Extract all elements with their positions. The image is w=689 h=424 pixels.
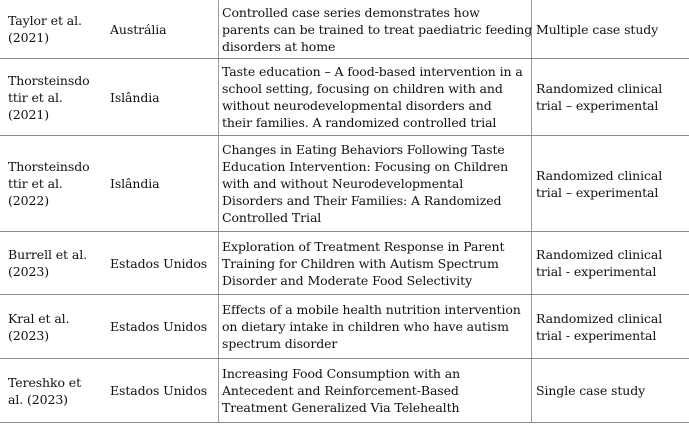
table-row xyxy=(0,294,689,358)
column-divider xyxy=(218,232,219,294)
author-cell: Burrell et al. (2023) xyxy=(8,247,87,279)
title-cell: Increasing Food Consumption with an Antecedent and Reinforcement-Based Treatment Generalized Via Telehealth xyxy=(222,366,461,415)
table-row xyxy=(0,0,689,58)
table-row xyxy=(0,58,689,135)
country-cell: Estados Unidos xyxy=(110,383,208,398)
title-cell: Exploration of Treatment Response in Parent Training for Children with Autism Spectrum Disorder and Moderate Food Selectivity xyxy=(222,238,505,288)
author-cell: Thorsteinsdo ttir et al. (2021) xyxy=(8,72,90,122)
design-cell: Randomized clinical trial - experimental xyxy=(536,247,663,279)
design-cell: Randomized clinical trial - experimental xyxy=(536,310,663,343)
title-cell: Taste education – A food-based intervention in a school setting, focusing on children with and without neurodevelopmental disorders and their families. A randomized controlled trial xyxy=(222,64,523,130)
author-cell: Tereshko et al. (2023) xyxy=(8,374,81,407)
design-cell: Randomized clinical trial – experimental xyxy=(536,81,663,113)
author-cell: Thorsteinsdo ttir et al. (2022) xyxy=(8,159,90,208)
column-divider xyxy=(218,59,219,135)
country-cell: Islândia xyxy=(110,176,160,191)
design-cell: Single case study xyxy=(536,383,646,398)
column-divider xyxy=(218,359,219,422)
country-cell: Islândia xyxy=(110,89,160,105)
design-cell: Multiple case study xyxy=(536,21,659,37)
table-row xyxy=(0,135,689,231)
table-row xyxy=(0,358,689,423)
country-cell: Estados Unidos xyxy=(110,255,208,271)
author-cell: Taylor et al. (2021) xyxy=(8,13,82,45)
column-divider xyxy=(218,136,219,231)
country-cell: Austrália xyxy=(110,21,167,37)
country-cell: Estados Unidos xyxy=(110,319,208,334)
column-divider xyxy=(218,295,219,358)
table-row xyxy=(0,231,689,294)
title-cell: Controlled case series demonstrates how parents can be trained to treat paediatric feeding disorders at home xyxy=(222,4,533,54)
column-divider xyxy=(218,0,219,58)
title-cell: Changes in Eating Behaviors Following Taste Education Intervention: Focusing on Children with and without Neurodevelopmental Disorders and Their Families: A Randomized Controlled Trial xyxy=(222,142,509,225)
author-cell: Kral et al. (2023) xyxy=(8,310,70,343)
title-cell: Effects of a mobile health nutrition intervention on dietary intake in children who have autism spectrum disorder xyxy=(222,302,521,351)
design-cell: Randomized clinical trial – experimental xyxy=(536,167,663,200)
